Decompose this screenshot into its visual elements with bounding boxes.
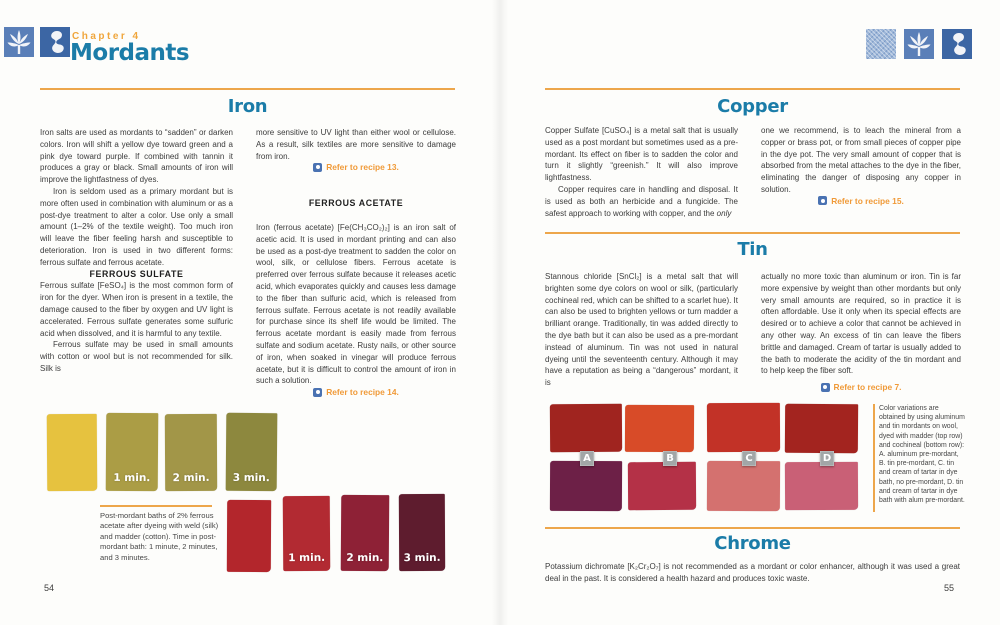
tin-swatch-cochineal-c (707, 461, 780, 511)
ferrous-sulfate-paragraph: Ferrous sulfate [FeSO₄] is the most common form of iron for the dyer. When iron is present in a textile, the damage caused to the fiber by oxygen and UV light is accelerated. Ferrous sulfate generates some sulfuric acid when dissolved, and it is harmful to any textile. (40, 281, 233, 338)
tin-swatch-cochineal-b (628, 462, 696, 510)
ferrous-sulfate-paragraph: more sensitive to UV light than either wool or cellulose. As a result, silk textiles are more sensitive to damage from iron. (256, 128, 456, 161)
figure-motif-icon (942, 29, 972, 59)
ornament-texture-icon (866, 29, 896, 59)
weld-swatch-undipped (47, 414, 98, 491)
chrome-section-title: Chrome (714, 533, 791, 554)
recipe-reference-7 (761, 382, 961, 394)
page-number-left: 54 (44, 583, 55, 593)
recipe-reference-label: Refer to recipe 15. (831, 195, 904, 206)
leaf-motif-icon (4, 27, 34, 57)
recipe-reference-15 (761, 196, 961, 208)
ferrous-acetate-heading: FERROUS ACETATE (308, 198, 404, 209)
section-rule (545, 88, 960, 90)
recipe-reference-14 (256, 387, 456, 399)
swatch-time-label: 2 min. (346, 551, 384, 565)
recipe-book-icon (818, 196, 827, 205)
chapter-title: Mordants (70, 40, 190, 66)
page-number-right: 55 (944, 583, 955, 593)
madder-swatch-undipped (227, 500, 271, 572)
swatch-time-label: 3 min. (232, 471, 270, 485)
tin-swatch-madder-b (625, 405, 694, 452)
recipe-book-icon (821, 383, 830, 392)
copper-paragraph-text: Copper requires care in handling and disposal. It is used as both an herbicide and a fungicide. The safest approach to working with copper, and the (545, 184, 738, 218)
tin-paragraph: actually no more toxic than aluminum or iron. Tin is far more expensive by weight than other mordants but only very small amounts are required, so in practice it is often affordable. Use it only when its special effects are desired or to achieve a color that cannot be achieved in any other way. An excess of tin can leave the fibers brittle and damaged. Cream of tartar is usually added to the bath to moderate the acidity of the tin mordant and to help keep the fiber soft. (761, 272, 961, 376)
copper-column-2 (761, 125, 961, 208)
weld-swatch-2min (165, 414, 217, 491)
weld-swatch-1min (106, 413, 159, 491)
section-rule (545, 232, 960, 234)
madder-swatch-3min (399, 494, 445, 571)
recipe-reference-label: Refer to recipe 7. (833, 382, 902, 393)
swatch-time-label: 1 min. (113, 471, 151, 485)
ferrous-sulfate-paragraph: Ferrous sulfate may be used in small amounts with cotton or wool but is not recommended for silk. Silk is (40, 340, 233, 373)
chrome-paragraph-block (545, 561, 960, 585)
swatch-letter-tile-c: C (742, 451, 756, 466)
swatch-time-label: 1 min. (288, 551, 326, 565)
figure-motif-icon (40, 27, 70, 57)
swatch-time-label: 3 min. (403, 551, 441, 565)
recipe-reference-label: Refer to recipe 14. (326, 387, 399, 398)
recipe-reference-label: Refer to recipe 13. (326, 162, 399, 173)
page-gutter (492, 0, 508, 625)
iron-column-1 (40, 127, 233, 375)
madder-swatch-1min (283, 496, 331, 571)
tin-swatch-cochineal-a (550, 461, 622, 511)
tin-swatch-madder-c (707, 403, 780, 452)
tin-swatch-cochineal-d (785, 462, 858, 510)
recipe-book-icon (313, 388, 322, 397)
ferrous-acetate-paragraph: Iron (ferrous acetate) [Fe(CH₃CO₂)₂] is an iron salt of acetic acid. It is used in mordant printing and can also be used as a post-dye treatment to sadden the color on wool, silk, or cellulose fibers. Ferrous acetate is preferred over ferrous sulfate because it releases acetic acid, which evaporates quickly and causes less damage to the fiber than sulfuric acid, which is released from ferrous sulfate. Ferrous acetate is not readily available for purchase since its shelf life would be limited. The ferrous acetate mordant is easily made from ferrous sulfate and sodium acetate. Rusty nails, or other source of iron, when soaked in vinegar will produce ferrous acetate, but it is difficult to control the amount of iron in such a solution. (256, 222, 456, 386)
copper-column-1 (545, 125, 738, 219)
chapter-label: Chapter 4 (72, 31, 141, 42)
tin-swatch-madder-d (785, 404, 858, 454)
tin-figure-caption: Color variations are obtained by using aluminum and tin mordants on wool, dyed with madder (top row) and cochineal (bottom row): A. aluminum pre-mordant, B. tin pre-mordant, C. tin and cream of tartar in dye bath, no pre-mordant, D. tin and cream of tartar in dye bath with alum pre-mordant. (879, 405, 965, 505)
copper-paragraph-emphasis: only (716, 208, 732, 218)
copper-paragraph: one we recommend, is to leach the mineral from a copper or brass pot, or from small pieces of copper pipe in the dye pot. The very small amount of copper that is absorbed from the metal attaches to the dye in the fiber, eliminating the danger of disposing any copper in solution. (761, 126, 961, 194)
tin-swatch-madder-a (550, 404, 622, 453)
section-rule (40, 88, 455, 90)
recipe-reference-13 (256, 162, 456, 174)
tin-paragraph: Stannous chloride [SnCl₂] is a metal salt that will brighten some dye colors on wool or silk, (particularly cochineal red, which can be shifted to a scarlet hue). It can also be used to brighten yellows or turn madder a brilliant orange. Traditionally, tin was added directly to the dye bath but it can also be used as a pre-mordant instead of aluminum. Tin was not used in natural dyeing until the seventeenth century. Although it may have a reputation as being a “dangerous” mordant, it is (545, 272, 738, 388)
section-rule (545, 527, 960, 529)
leaf-motif-icon (904, 29, 934, 59)
caption-rule (100, 505, 212, 507)
ornament-leaf-icon (4, 27, 34, 57)
caption-rule-vertical (873, 404, 875, 512)
recipe-book-icon (313, 163, 322, 172)
tin-section-title: Tin (737, 239, 768, 260)
weld-swatch-3min (226, 413, 278, 491)
ornament-figure-icon (40, 27, 70, 57)
iron-column-2 (256, 127, 456, 399)
copper-paragraph: Copper Sulfate [CuSO₄] is a metal salt that is usually used as a post mordant but sometimes used as a pre-mordant. Its effect on fiber is to sadden the color and turn it slightly “greenish.” It will also improve lightfastness. (545, 126, 738, 183)
tin-column-2 (761, 271, 961, 394)
swatch-time-label: 2 min. (172, 471, 210, 485)
chrome-paragraph: Potassium dichromate [K₂Cr₂O₇] is not recommended as a mordant or color enhancer, although it was used a great deal in the past. It is considered a health hazard and produces toxic waste. (545, 562, 960, 583)
tin-column-1 (545, 271, 738, 389)
iron-paragraph: Iron salts are used as mordants to “sadden” or darken colors. Iron will shift a yellow dye toward green and a pink dye toward purple. If combined with tannin it produces a gray or black. Small amounts of iron will improve the lightfastness of dyes. (40, 128, 233, 185)
swatch-letter-tile-a: A (580, 451, 594, 466)
copper-paragraph (545, 184, 738, 219)
swatch-letter-tile-b: B (663, 451, 677, 466)
iron-section-title: Iron (227, 96, 268, 117)
ornament-figure-icon (942, 29, 972, 59)
copper-section-title: Copper (717, 96, 788, 117)
iron-figure-caption: Post-mordant baths of 2% ferrous acetate after dyeing with weld (silk) and madder (cotton). Time in post-mordant bath: 1 minute, 2 minutes, and 3 minutes. (100, 511, 219, 562)
iron-paragraph: Iron is seldom used as a primary mordant but is more often used in combination with aluminum or as a post-dye treatment to alter a color. Use only a small amount (1–2% of the textile weight). Too much iron will leave the fiber feeling harsh and susceptible to deterioration. Iron is used in two different forms: ferrous sulfate and ferrous acetate. (40, 186, 233, 267)
ornament-leaf-icon (904, 29, 934, 59)
ferrous-sulfate-heading: FERROUS SULFATE (89, 268, 184, 279)
madder-swatch-2min (341, 495, 390, 571)
swatch-letter-tile-d: D (820, 451, 834, 466)
